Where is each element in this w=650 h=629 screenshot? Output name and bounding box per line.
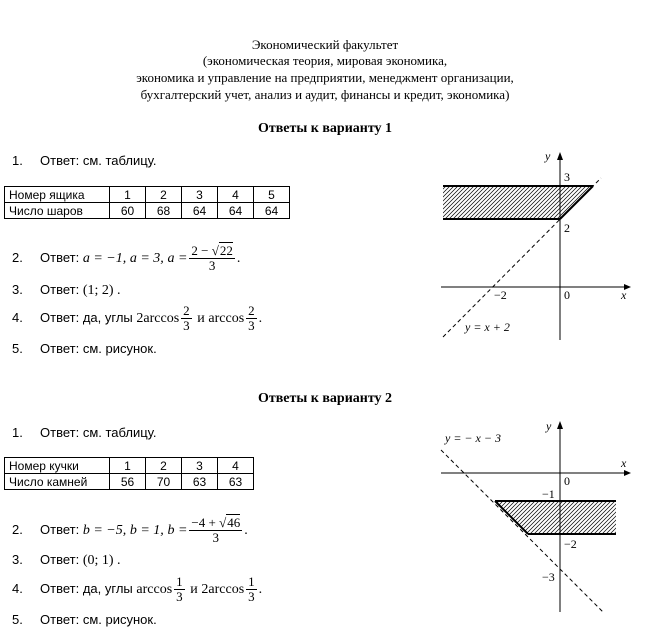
table-cell: 1 — [110, 458, 146, 474]
v2-answer-5-label: Ответ: — [40, 612, 80, 627]
v2-answer-4-arccos-1: arccos — [136, 581, 173, 597]
v1-answer-3-label: Ответ: — [40, 282, 80, 297]
v1-tick-label: 3 — [564, 170, 570, 184]
v1-answer-4-number: 4. — [12, 309, 23, 325]
table-cell: 1 — [110, 187, 146, 203]
v2-answer-2-value-3: b = — [167, 522, 188, 538]
v1-answer-5-number: 5. — [12, 341, 23, 356]
fraction-denominator: 3 — [183, 318, 190, 333]
table-cell: 64 — [218, 203, 254, 219]
table-cell: 64 — [182, 203, 218, 219]
v2-table-row2-label: Число камней — [5, 474, 110, 490]
v1-tick-label: 2 — [564, 221, 570, 235]
v1-answer-2-value-1: a = −1, — [82, 250, 127, 266]
table-cell: 4 — [218, 458, 254, 474]
table-cell: 60 — [110, 203, 146, 219]
v2-tick-label: −1 — [542, 487, 555, 501]
fraction-numerator: 2 — [183, 303, 190, 318]
v2-y-label: y — [546, 419, 552, 433]
v1-answer-2-label: Ответ: — [40, 249, 80, 265]
v2-answer-3-label: Ответ: — [40, 552, 80, 567]
sqrt-radicand: 22 — [219, 243, 233, 258]
table-cell: 63 — [182, 474, 218, 490]
table-cell: 64 — [254, 203, 290, 219]
v1-answer-4-text: да, углы — [82, 309, 133, 325]
fraction-numerator: 1 — [176, 574, 183, 589]
fraction-numerator: 1 — [248, 574, 255, 589]
fraction-numerator: −4 + — [191, 515, 216, 530]
period: . — [244, 522, 248, 538]
fraction-denominator: 3 — [248, 589, 255, 604]
v1-answer-2-fraction: $\frac{2 - √22}{3}$ — [191, 243, 233, 273]
v2-answer-4-number: 4. — [12, 580, 23, 596]
fraction-denominator: 3 — [176, 589, 183, 604]
faculty-specialties-line-2: экономика и управление на предприятии, менеджмент организации, — [136, 70, 514, 85]
v1-answer-1-label: Ответ: — [40, 153, 80, 168]
fraction-denominator: 3 — [248, 318, 255, 333]
v2-answer-4-and: и — [190, 581, 198, 597]
v1-origin-label: 0 — [564, 288, 570, 302]
v2-y-axis-arrow — [557, 421, 563, 429]
v1-answer-2-value-2: a = 3, — [129, 250, 164, 266]
v2-shaded-region — [495, 501, 616, 534]
table-cell: 3 — [182, 187, 218, 203]
table-cell: 56 — [110, 474, 146, 490]
v1-table-row2-label: Число шаров — [5, 203, 110, 219]
v2-answer-4-label: Ответ: — [40, 580, 80, 596]
v2-answer-3-number: 3. — [12, 552, 23, 567]
faculty-specialties-line-3: бухгалтерский учет, анализ и аудит, финансы и кредит, экономика) — [140, 87, 510, 102]
v1-answer-5-label: Ответ: — [40, 341, 80, 356]
v2-table-row1-label: Номер кучки — [5, 458, 110, 474]
v1-x-label: x — [621, 288, 627, 302]
period: . — [258, 310, 263, 326]
v2-tick-label: −2 — [564, 537, 577, 551]
period: . — [258, 581, 263, 597]
fraction-denominator: 3 — [208, 258, 216, 273]
v2-origin-label: 0 — [564, 474, 570, 488]
table-cell: 63 — [218, 474, 254, 490]
v2-answer-4-arccos-2: 2arccos — [201, 581, 245, 597]
v1-answer-1-text: см. таблицу. — [82, 153, 157, 168]
table-cell: 68 — [146, 203, 182, 219]
v2-answer-1-number: 1. — [12, 425, 23, 440]
table-cell: 5 — [254, 187, 290, 203]
v2-answer-4-text: да, углы — [82, 580, 133, 596]
v1-answer-4-arccos-1: 2arccos — [136, 310, 180, 326]
variant-2-title: Ответы к варианту 2 — [257, 391, 393, 406]
v1-table-row1-label: Номер ящика — [5, 187, 110, 203]
v2-line-equation: y = − x − 3 — [445, 431, 501, 445]
fraction-numerator: 2 — [248, 303, 255, 318]
v2-answer-2-value-2: b = 1, — [129, 522, 164, 538]
v2-x-label: x — [621, 456, 627, 470]
table-cell: 2 — [146, 458, 182, 474]
v1-answer-4-and: и — [197, 310, 205, 326]
v1-y-label: y — [545, 149, 551, 163]
sqrt-radicand: 46 — [227, 515, 241, 530]
v2-answer-2-fraction: $\frac{-4 + √46}{3}$ — [191, 515, 241, 545]
v2-answer-2-number: 2. — [12, 521, 23, 537]
v1-tick-label: −2 — [494, 288, 507, 302]
v2-x-axis-arrow — [624, 470, 631, 476]
variant-1-title: Ответы к варианту 1 — [257, 121, 393, 136]
v2-tick-label: −3 — [542, 570, 555, 584]
table-cell: 3 — [182, 458, 218, 474]
v2-answer-1-text: см. таблицу. — [82, 425, 157, 440]
v1-answer-1-number: 1. — [12, 153, 23, 168]
table-cell: 2 — [146, 187, 182, 203]
v2-answer-3-text: (0; 1) . — [82, 553, 121, 568]
v2-answer-2-label: Ответ: — [40, 521, 80, 537]
v2-answer-5-text: см. рисунок. — [82, 612, 157, 627]
v1-answer-4-arccos-2: arccos — [208, 310, 245, 326]
v1-answer-2-number: 2. — [12, 249, 23, 265]
v1-line-equation: y = x + 2 — [465, 320, 510, 334]
table-cell: 70 — [146, 474, 182, 490]
v1-answer-5-text: см. рисунок. — [82, 341, 157, 356]
faculty-title: Экономический факультет — [251, 37, 399, 52]
table-cell: 4 — [218, 187, 254, 203]
faculty-specialties-line-1: (экономическая теория, мировая экономика, — [202, 53, 448, 68]
v1-answer-2-value-3: a = — [167, 250, 188, 266]
fraction-denominator: 3 — [212, 530, 220, 545]
v1-answer-4-label: Ответ: — [40, 309, 80, 325]
period: . — [236, 250, 241, 266]
fraction-numerator: 2 − — [191, 243, 209, 258]
v2-answer-2-value-1: b = −5, — [82, 522, 127, 538]
v2-answer-1-label: Ответ: — [40, 425, 80, 440]
v1-answer-3-text: (1; 2) . — [82, 283, 121, 298]
v1-answer-3-number: 3. — [12, 282, 23, 297]
v2-answer-5-number: 5. — [12, 612, 23, 627]
